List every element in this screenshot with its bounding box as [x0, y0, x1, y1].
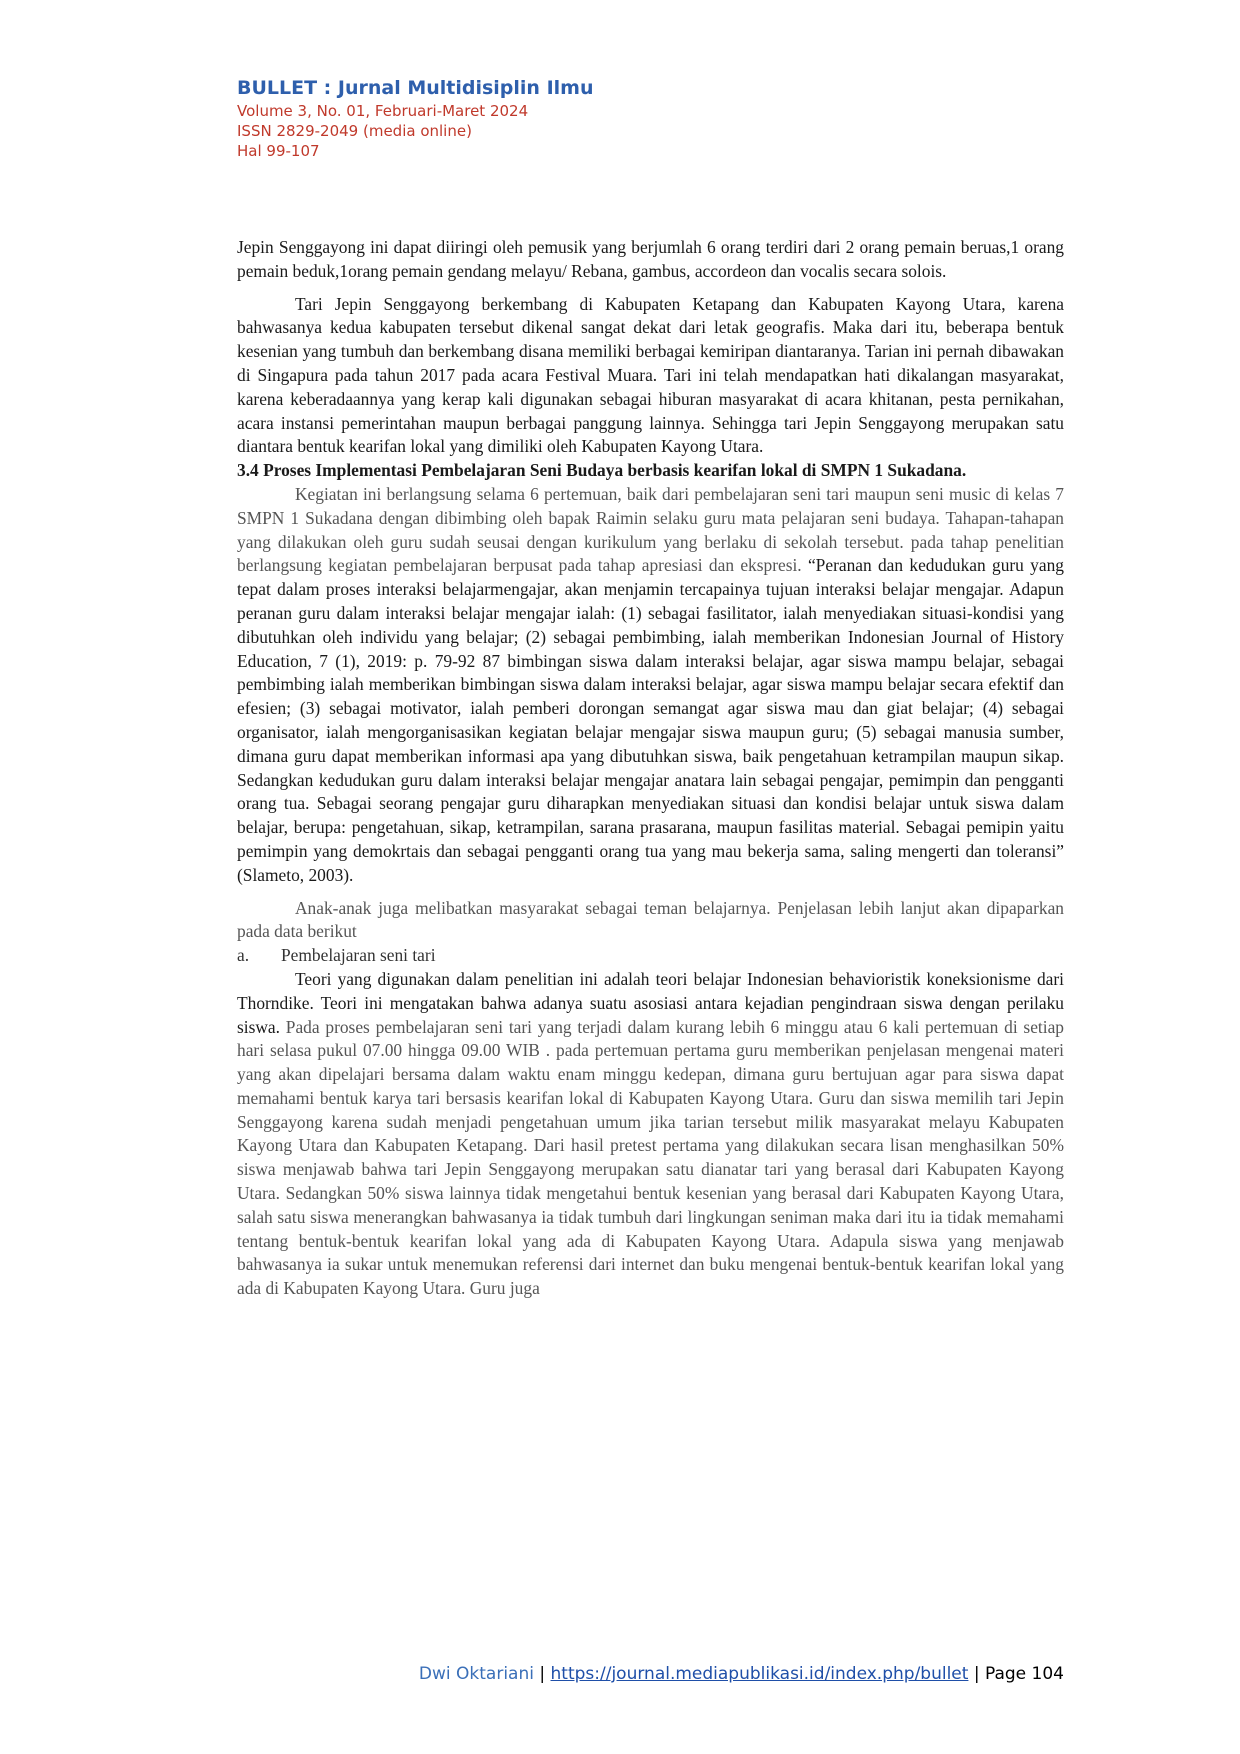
- list-marker: a.: [237, 945, 250, 966]
- list-label: Pembelajaran seni tari: [281, 945, 436, 966]
- journal-header: [237, 76, 593, 161]
- paragraph-3-part-1: Kegiatan ini berlangsung selama 6 pertemuan, baik dari pembelajaran seni tari maupun seni music di kelas 7 SMPN 1 Sukadana dengan dibimbing oleh bapak Raimin selaku guru mata pelajaran seni budaya. Tahapan-tahapan yang dilakukan oleh guru sudah seusai dengan kurikulum yang berlaku di sekolah tersebut. pada tahap penelitian berlangsung kegiatan pembelajaran berpusat pada tahap apresiasi dan ekspresi.: [237, 483, 1064, 576]
- page-range: Hal 99-107: [237, 142, 320, 160]
- paragraph-4: Anak-anak juga melibatkan masyarakat sebagai teman belajarnya. Penjelasan lebih lanjut akan dipaparkan pada data berikut: [237, 897, 1064, 942]
- footer-separator-2: |: [973, 1664, 980, 1684]
- paragraph-5: [237, 968, 1064, 1301]
- article-body: [237, 236, 1064, 1301]
- list-item: [237, 944, 1064, 968]
- paragraph-3-quote: “Peranan dan kedudukan guru yang tepat dalam proses interaksi belajarmengajar, akan menjamin tercapainya tujuan interaksi belajar mengajar. Adapun peranan guru dalam interaksi belajar mengajar ialah: (1) sebagai fasilitator, ialah menyediakan situasi-kondisi yang dibutuhkan oleh individu yang belajar; (2) sebagai pembimbing, ialah memberikan Indonesian Journal of History Education, 7 (1), 2019: p. 79-92 87 bimbingan siswa dalam interaksi belajar, agar siswa mampu belajar, sebagai pembimbing ialah memberikan bimbingan siswa dalam interaksi belajar, agar siswa mampu belajar secara efektif dan efesien; (3) sebagai motivator, ialah pemberi dorongan semangat agar siswa mau dan giat belajar; (4) sebagai organisator, ialah mengorganisasikan kegiatan belajar mengajar siswa maupun guru; (5) sebagai manusia sumber, dimana guru dapat memberikan informasi apa yang dibutuhkan siswa, baik pengetahuan ketrampilan maupun sikap. Sedangkan kedudukan guru dalam interaksi belajar mengajar anatara lain sebagai pengajar, pemimpin dan pengganti orang tua. Sebagai seorang pengajar guru diharapkan menyediakan situasi dan kondisi belajar untuk siswa dalam belajar, berupa: pengetahuan, sikap, ketrampilan, sarana prasarana, maupun fasilitas material. Sebagai pemipin yaitu pemimpin yang demokrtais dan sebagai pengganti orang tua yang mau bekerja sama, saling mengerti dan toleransi” (Slameto, 2003).: [237, 555, 1064, 885]
- volume-info: Volume 3, No. 01, Februari-Maret 2024: [237, 102, 529, 120]
- footer-author: Dwi Oktariani: [418, 1664, 534, 1684]
- page-footer: [419, 1664, 1064, 1684]
- footer-page-number: Page 104: [984, 1664, 1064, 1684]
- paragraph-1: Jepin Senggayong ini dapat diiringi oleh pemusik yang berjumlah 6 orang terdiri dari 2 orang pemain beruas,1 orang pemain beduk,1orang pemain gendang melayu/ Rebana, gambus, accordeon dan vocalis secara solois.: [237, 237, 1064, 281]
- footer-separator: |: [539, 1664, 546, 1684]
- paragraph-3: [237, 483, 1064, 888]
- footer-journal-link[interactable]: https://journal.mediapublikasi.id/index.php/bullet: [550, 1664, 969, 1684]
- paragraph-5-part-2: Pada proses pembelajaran seni tari yang terjadi dalam kurang lebih 6 minggu atau 6 kali pertemuan di setiap hari selasa pukul 07.00 hingga 09.00 WIB . pada pertemuan pertama guru memberikan penjelasan mengenai materi yang akan dipelajari bersama dalam waktu enam minggu kedepan, dimana guru bertujuan agar para siswa dapat memahami bentuk karya tari bersasis kearifan lokal di Kabupaten Kayong Utara. Guru dan siswa memilih tari Jepin Senggayong karena sudah menjadi pengetahuan umum jika tarian tersebut milik masyarakat melayu Kabupaten Kayong Utara dan Kabupaten Ketapang. Dari hasil pretest pertama yang dilakukan secara lisan menghasilkan 50% siswa menjawab bahwa tari Jepin Senggayong merupakan satu dianatar tari yang berasal dari Kabupaten Kayong Utara. Sedangkan 50% siswa lainnya tidak mengetahui bentuk kesenian yang berasal dari Kabupaten Kayong Utara, salah satu siswa menerangkan bahwasanya ia tidak tumbuh dari lingkungan seniman maka dari itu ia tidak memahami tentang bentuk-bentuk kearifan lokal yang ada di Kabupaten Kayong Utara. Adapula siswa yang menjawab bahwasanya ia sukar untuk menemukan referensi dari internet dan buku mengenai bentuk-bentuk kearifan lokal yang ada di Kabupaten Kayong Utara. Guru juga: [237, 1016, 1064, 1299]
- section-heading: 3.4 Proses Implementasi Pembelajaran Seni Budaya berbasis kearifan lokal di SMPN 1 Sukadana.: [237, 460, 967, 481]
- issn-info: ISSN 2829-2049 (media online): [237, 122, 472, 140]
- paragraph-2: Tari Jepin Senggayong berkembang di Kabupaten Ketapang dan Kabupaten Kayong Utara, karena bahwasanya kedua kabupaten tersebut dikenal sangat dekat dari letak geografis. Maka dari itu, beberapa bentuk kesenian yang tumbuh dan berkembang disana memiliki berbagai kemiripan diantaranya. Tarian ini pernah dibawakan di Singapura pada tahun 2017 pada acara Festival Muara. Tari ini telah mendapatkan hati dikalangan masyarakat, karena keberadaannya yang kerap kali digunakan sebagai hiburan masyarakat di acara khitanan, pesta pernikahan, acara instansi pemerintahan maupun berbagai panggung lainnya. Sehingga tari Jepin Senggayong merupakan satu diantara bentuk kearifan lokal yang dimiliki oleh Kabupaten Kayong Utara.: [237, 293, 1064, 457]
- paragraph-5-part-1: Teori yang digunakan dalam penelitian ini adalah teori belajar Indonesian behavioristik koneksionisme dari Thorndike. Teori ini mengatakan bahwa adanya suatu asosiasi antara kejadian pengindraan siswa dengan perilaku siswa.: [237, 968, 1064, 1037]
- journal-title: BULLET : Jurnal Multidisiplin Ilmu: [237, 77, 594, 99]
